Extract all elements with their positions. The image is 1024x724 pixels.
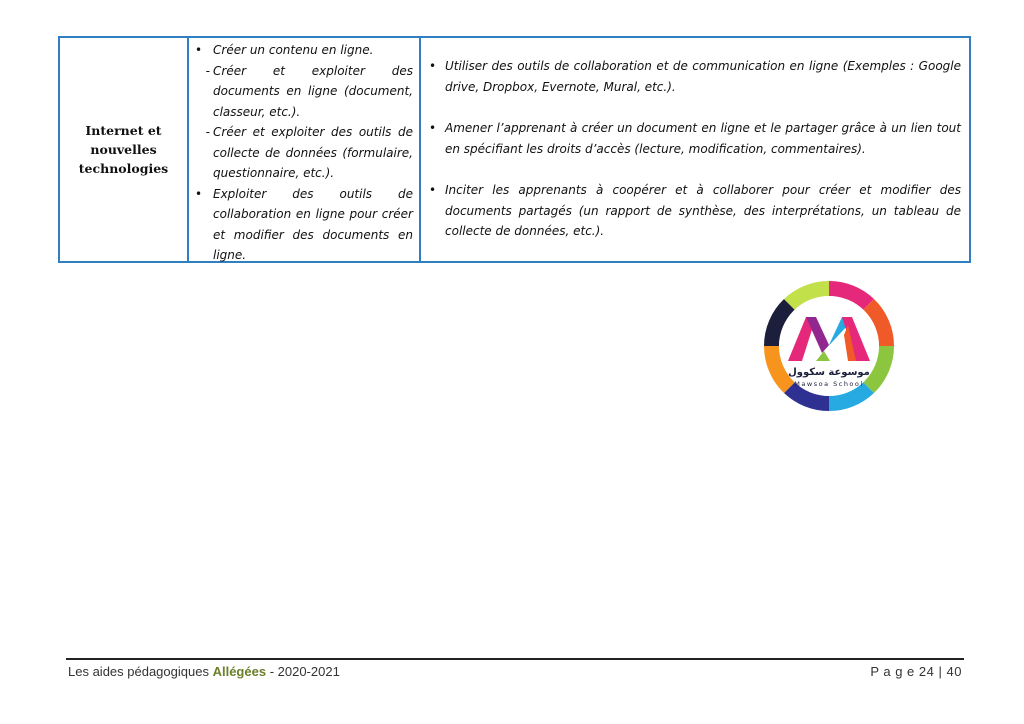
page-total: 40: [946, 664, 962, 679]
bullet-marker: •: [429, 121, 437, 135]
activity-text: Amener l’apprenant à créer un document en ligne et le partager grâce à un lien tout en spécifiant les droits d’accès (lecture, modification, commentaires).: [445, 121, 961, 156]
footer-suffix: - 2020-2021: [269, 664, 340, 679]
content-text: Créer un contenu en ligne.: [213, 43, 374, 57]
activity-item: [429, 56, 961, 97]
content-text: Créer et exploiter des outils de collecte de données (formulaire, questionnaire, etc.).: [213, 125, 413, 180]
content-item: [195, 122, 413, 184]
content-item: [195, 61, 413, 123]
dash-marker: -: [205, 125, 210, 139]
footer-prefix: Les aides pédagogiques: [68, 664, 209, 679]
contents-cell: [189, 38, 421, 261]
content-text: Créer et exploiter des documents en ligne (document, classeur, etc.).: [213, 63, 413, 119]
activities-cell: [421, 38, 969, 261]
page-label: P a g e: [870, 664, 915, 679]
activity-text: Inciter les apprenants à coopérer et à collaborer pour créer et modifier des documents partagés (un rapport de synthèse, des interprétations, un tableau de collecte de données, etc.).: [445, 183, 961, 238]
footer-divider: [66, 658, 964, 660]
activity-text: Utiliser des outils de collaboration et de communication en ligne (Exemples : Google drive, Dropbox, Evernote, Mural, etc.).: [445, 59, 961, 94]
content-item: [195, 40, 413, 61]
mawsoa-school-logo: [762, 279, 896, 413]
page-current: 24: [918, 664, 935, 679]
activity-item: [429, 118, 961, 159]
content-item: [195, 184, 413, 266]
topic-label: Internet et nouvelles technologies: [78, 123, 169, 176]
bullet-marker: •: [429, 183, 437, 197]
topic-cell: [60, 38, 189, 261]
bullet-marker: •: [429, 59, 437, 73]
activity-item: [429, 180, 961, 242]
dash-marker: -: [205, 63, 210, 78]
footer-bold: Allégées: [212, 664, 267, 679]
page-number: [870, 664, 962, 679]
bullet-marker: •: [195, 43, 203, 57]
logo-arabic-text: موسوعة سكوول: [788, 367, 870, 378]
content-text: Exploiter des outils de collaboration en ligne pour créer et modifier des documents en ligne.: [213, 186, 413, 262]
logo-latin-text: Mawsoa School: [794, 380, 864, 388]
bullet-marker: •: [195, 186, 203, 201]
content-table: [58, 36, 971, 263]
footer-title: [68, 664, 340, 679]
page-separator: |: [938, 664, 943, 679]
